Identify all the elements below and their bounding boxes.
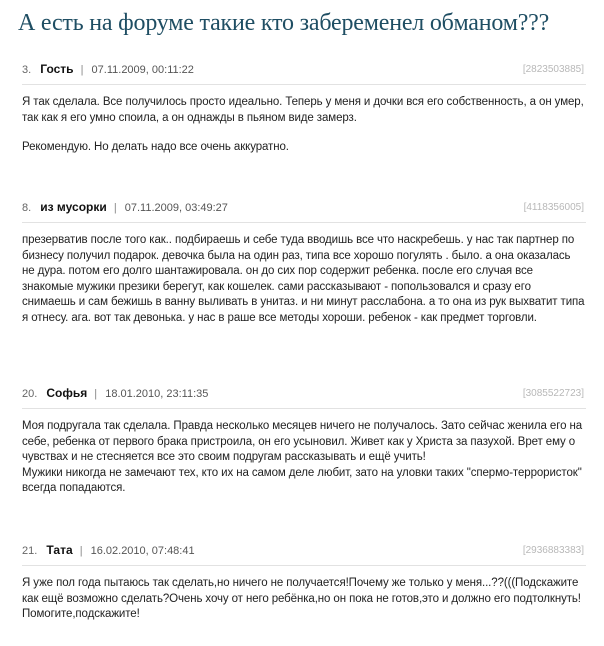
post-header bbox=[22, 386, 586, 406]
post-number: 3. bbox=[22, 64, 32, 76]
post-author[interactable]: Софья bbox=[46, 386, 88, 400]
post-number: 20. bbox=[22, 388, 38, 400]
header-separator: | bbox=[113, 202, 117, 214]
post-id: [3085522723] bbox=[522, 388, 584, 399]
forum-post bbox=[22, 200, 586, 327]
post-datetime: 18.01.2010, 23:11:35 bbox=[105, 388, 209, 400]
post-id: [2936883383] bbox=[522, 545, 584, 556]
forum-post bbox=[22, 62, 586, 156]
forum-post bbox=[22, 386, 586, 497]
post-datetime: 07.11.2009, 03:49:27 bbox=[124, 202, 228, 214]
thread-title: А есть на форуме такие кто забеременел обманом??? bbox=[18, 10, 550, 36]
forum-post bbox=[22, 543, 586, 623]
post-body bbox=[22, 566, 586, 623]
post-datetime: 07.11.2009, 00:11:22 bbox=[91, 64, 194, 76]
post-author[interactable]: из мусорки bbox=[40, 200, 107, 214]
post-number: 21. bbox=[22, 545, 38, 557]
post-body bbox=[22, 409, 586, 497]
post-paragraph: Мужики никогда не замечают тех, кто их на самом деле любит, зато на уловки таких "спермо-террористок" всегда попадаются. bbox=[22, 466, 582, 495]
post-header bbox=[22, 62, 586, 82]
post-header bbox=[22, 543, 586, 563]
post-paragraph: Рекомендую. Но делать надо все очень аккуратно. bbox=[22, 141, 289, 154]
post-author[interactable]: Тата bbox=[46, 543, 73, 557]
post-header bbox=[22, 200, 586, 220]
post-number: 8. bbox=[22, 202, 32, 214]
post-body bbox=[22, 85, 586, 156]
header-separator: | bbox=[79, 545, 83, 557]
post-datetime: 16.02.2010, 07:48:41 bbox=[90, 545, 195, 557]
header-separator: | bbox=[94, 388, 98, 400]
post-paragraph: Я так сделала. Все получилось просто идеально. Теперь у меня и дочки вся его собственность, а он умер, так как я его умно споила, а он однажды в пьяном виде замерз. bbox=[22, 96, 584, 124]
post-paragraph: Я уже пол года пытаюсь так сделать,но ничего не получается!Почему же только у меня...??(((Подскажите как ещё возможно сделать?Очень хочу от него ребёнка,но он пока не готов,это и должно его подтолкнуть!Помогите,подскажите! bbox=[22, 577, 581, 621]
post-id: [4118356005] bbox=[523, 202, 584, 213]
post-paragraph: Моя подругала так сделала. Правда несколько месяцев ничего не получалось. Зато сейчас женила его на себе, ребенка от первого брака пристроила, он его усыновил. Живет как у Христа за пазухой. Врет ему о чувствах и не стесняется все это своим подругам рассказывать и ещё учить! bbox=[22, 420, 583, 464]
post-paragraph: презерватив после того как.. подбираешь и себе туда вводишь все что наскребешь. у нас так партнер по бизнесу получил подарок. девочка была на один раз, типа все хорошо погулять . было. а она оказалась не дура. потом его долго шантажировала. он до сих пор содержит ребенка. после его случая все знакомые мужики презики берегут, как кошелек. сами рассказывают - попользовался и сразу его снимаешь и сам бежишь в ванну выливать в унитаз. и ни минут расслабона. а то она из рук выхватит типа я отнесу. ага. вот так девонька. у нас в раше все методы хороши. ребенок - как предмет торговли. bbox=[22, 234, 585, 324]
post-body bbox=[22, 223, 586, 327]
header-separator: | bbox=[80, 64, 84, 76]
post-author[interactable]: Гость bbox=[40, 62, 74, 76]
post-id: [2823503885] bbox=[522, 64, 584, 75]
